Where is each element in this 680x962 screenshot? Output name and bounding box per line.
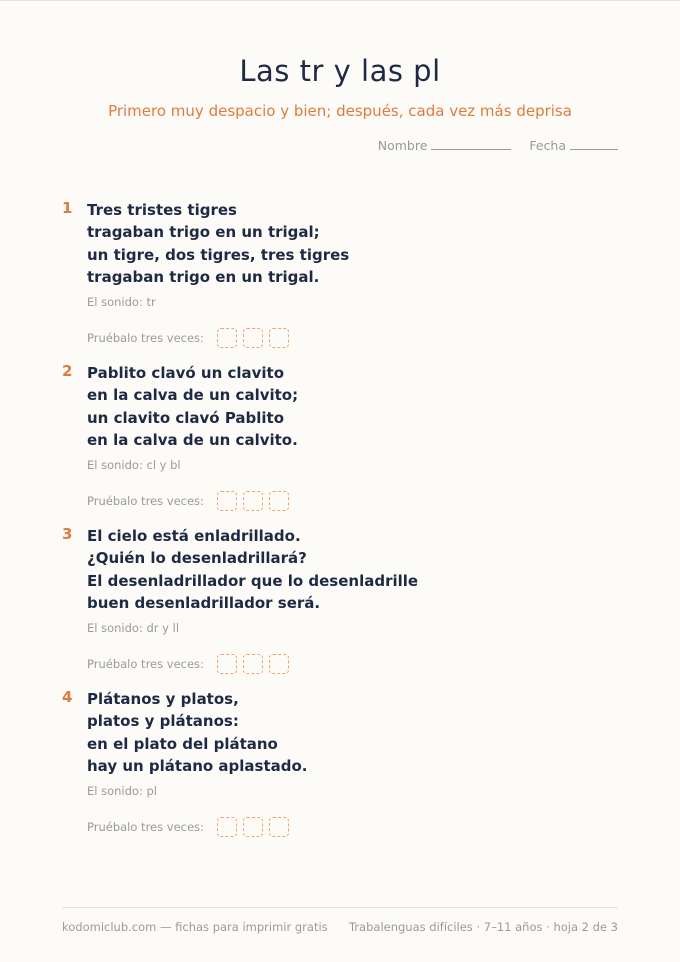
- practice-checkbox[interactable]: [217, 817, 237, 837]
- practice-checkbox[interactable]: [243, 328, 263, 348]
- verse-line: buen desenladrillador será.: [87, 593, 321, 612]
- verse-line: tragaban trigo en un trigal.: [87, 267, 320, 286]
- sound-label: El sonido: pl: [87, 784, 157, 798]
- practice-checkbox[interactable]: [269, 328, 289, 348]
- practice-label: Pruébalo tres veces:: [87, 657, 204, 671]
- page-title: Las tr y las pl: [239, 54, 441, 88]
- practice-row: [87, 328, 289, 348]
- date-label: Fecha: [529, 138, 567, 153]
- verse-line: hay un plátano aplastado.: [87, 756, 308, 775]
- page-subtitle: Primero muy despacio y bien; después, cada vez más deprisa: [108, 102, 572, 120]
- practice-checkbox[interactable]: [269, 491, 289, 511]
- verse-line: platos y plátanos:: [87, 712, 239, 731]
- practice-row: [87, 491, 289, 511]
- date-field[interactable]: [570, 149, 618, 150]
- verse-line: un clavito clavó Pablito: [87, 408, 285, 427]
- verse: [87, 688, 308, 777]
- verse: [87, 362, 298, 451]
- footer-divider: [62, 907, 618, 908]
- practice-checkbox[interactable]: [243, 817, 263, 837]
- practice-row: [87, 654, 289, 674]
- practice-label: Pruébalo tres veces:: [87, 494, 204, 508]
- practice-checkbox[interactable]: [269, 654, 289, 674]
- practice-checkbox[interactable]: [243, 654, 263, 674]
- practice-label: Pruébalo tres veces:: [87, 331, 204, 345]
- verse-line: El cielo está enladrillado.: [87, 527, 301, 545]
- sound-label: El sonido: cl y bl: [87, 458, 181, 472]
- verse-line: El desenladrillador que lo desenladrille: [87, 571, 419, 590]
- verse-line: en la calva de un calvito;: [87, 386, 299, 405]
- verse-line: en el plato del plátano: [87, 734, 278, 753]
- verse-line: Pablito clavó un clavito: [87, 364, 285, 382]
- practice-checkbox[interactable]: [217, 328, 237, 348]
- practice-checkbox[interactable]: [217, 654, 237, 674]
- footer-site: kodomiclub.com — fichas para imprimir gratis: [62, 920, 328, 934]
- name-date-fields: [378, 138, 618, 153]
- footer-sheet-info: Trabalenguas difíciles · 7–11 años · hoja 2 de 3: [348, 920, 618, 934]
- practice-label: Pruébalo tres veces:: [87, 820, 204, 834]
- verse-line: ¿Quién lo desenladrillará?: [87, 549, 307, 568]
- name-field[interactable]: [431, 149, 511, 150]
- practice-checkbox[interactable]: [243, 491, 263, 511]
- verse-line: un tigre, dos tigres, tres tigres: [87, 245, 350, 264]
- verse-line: Plátanos y platos,: [87, 690, 239, 708]
- verse: [87, 525, 418, 614]
- practice-row: [87, 817, 289, 837]
- verse-line: tragaban trigo en un trigal;: [87, 223, 320, 242]
- practice-checkbox[interactable]: [269, 817, 289, 837]
- sound-label: El sonido: dr y ll: [87, 621, 180, 635]
- item-number: 3: [62, 525, 73, 543]
- verse: [87, 199, 349, 288]
- verse-line: en la calva de un calvito.: [87, 430, 298, 449]
- practice-checkbox[interactable]: [217, 491, 237, 511]
- item-number: 2: [62, 362, 73, 380]
- verse-line: Tres tristes tigres: [87, 201, 237, 219]
- item-number: 4: [62, 688, 73, 706]
- name-label: Nombre: [377, 138, 428, 153]
- sound-label: El sonido: tr: [87, 295, 156, 309]
- item-number: 1: [62, 199, 73, 217]
